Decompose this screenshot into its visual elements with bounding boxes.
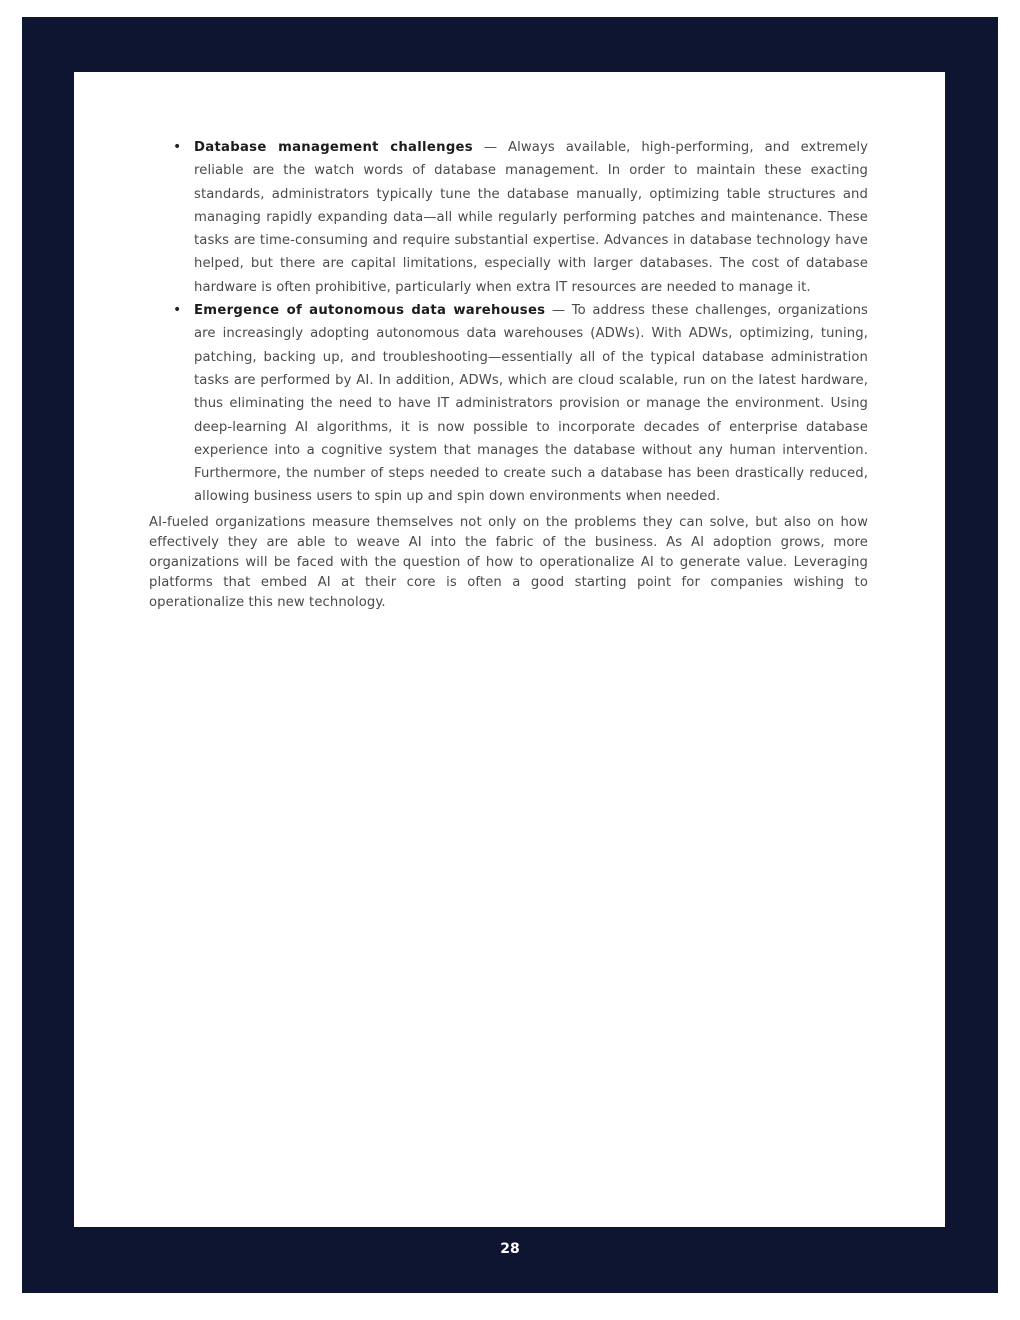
bullet-dash: —: [483, 140, 498, 155]
page-number: 28: [500, 1241, 520, 1257]
bullet-dash: —: [551, 303, 566, 319]
bullet-term: Emergence of autonomous data warehouses: [194, 303, 546, 319]
bullet-text: Always available, high-performing, and extremely reliable are the watch words of database management. In order to maintain these exacting standards, administrators typically tune the database manually, optimizing table structures and managing rapidly expanding data—all while regularly performing patches and maintenance. These tasks are time-consuming and require substantial expertise. Advances in database technology have helped, but there are capital limitations, especially with larger databases. The cost of database hardware is often prohibitive, particularly when extra IT resources are needed to manage it.: [194, 140, 868, 295]
bullet-item-emergence-of-autonomous-data-warehouses: [149, 299, 868, 509]
page-content: [149, 136, 868, 613]
closing-paragraph: AI-fueled organizations measure themselves not only on the problems they can solve, but also on how effectively they are able to weave AI into the fabric of the business. As AI adoption grows, more organizations will be faced with the question of how to operationalize AI to generate value. Leveraging platforms that embed AI at their core is often a good starting point for companies wishing to operationalize this new technology.: [149, 514, 868, 610]
bullet-item-database-management-challenges: [149, 136, 868, 299]
bullet-term: Database management challenges: [194, 140, 473, 155]
bullet-text: To address these challenges, organizations are increasingly adopting autonomous data warehouses (ADWs). With ADWs, optimizing, tuning, patching, backing up, and troubleshooting—essentially all of the typical database administration tasks are performed by AI. In addition, ADWs, which are cloud scalable, run on the latest hardware, thus eliminating the need to have IT administrators provision or manage the environment. Using deep-learning AI algorithms, it is now possible to incorporate decades of enterprise database experience into a cognitive system that manages the database without any human intervention. Furthermore, the number of steps needed to create such a database has been drastically reduced, allowing business users to spin up and spin down environments when needed.: [194, 303, 869, 505]
page-frame: [22, 17, 998, 1293]
bullet-dot-icon: •: [173, 139, 182, 155]
document-page: [74, 72, 945, 1227]
bullet-dot-icon: •: [173, 302, 182, 319]
bullet-list: [149, 136, 868, 509]
